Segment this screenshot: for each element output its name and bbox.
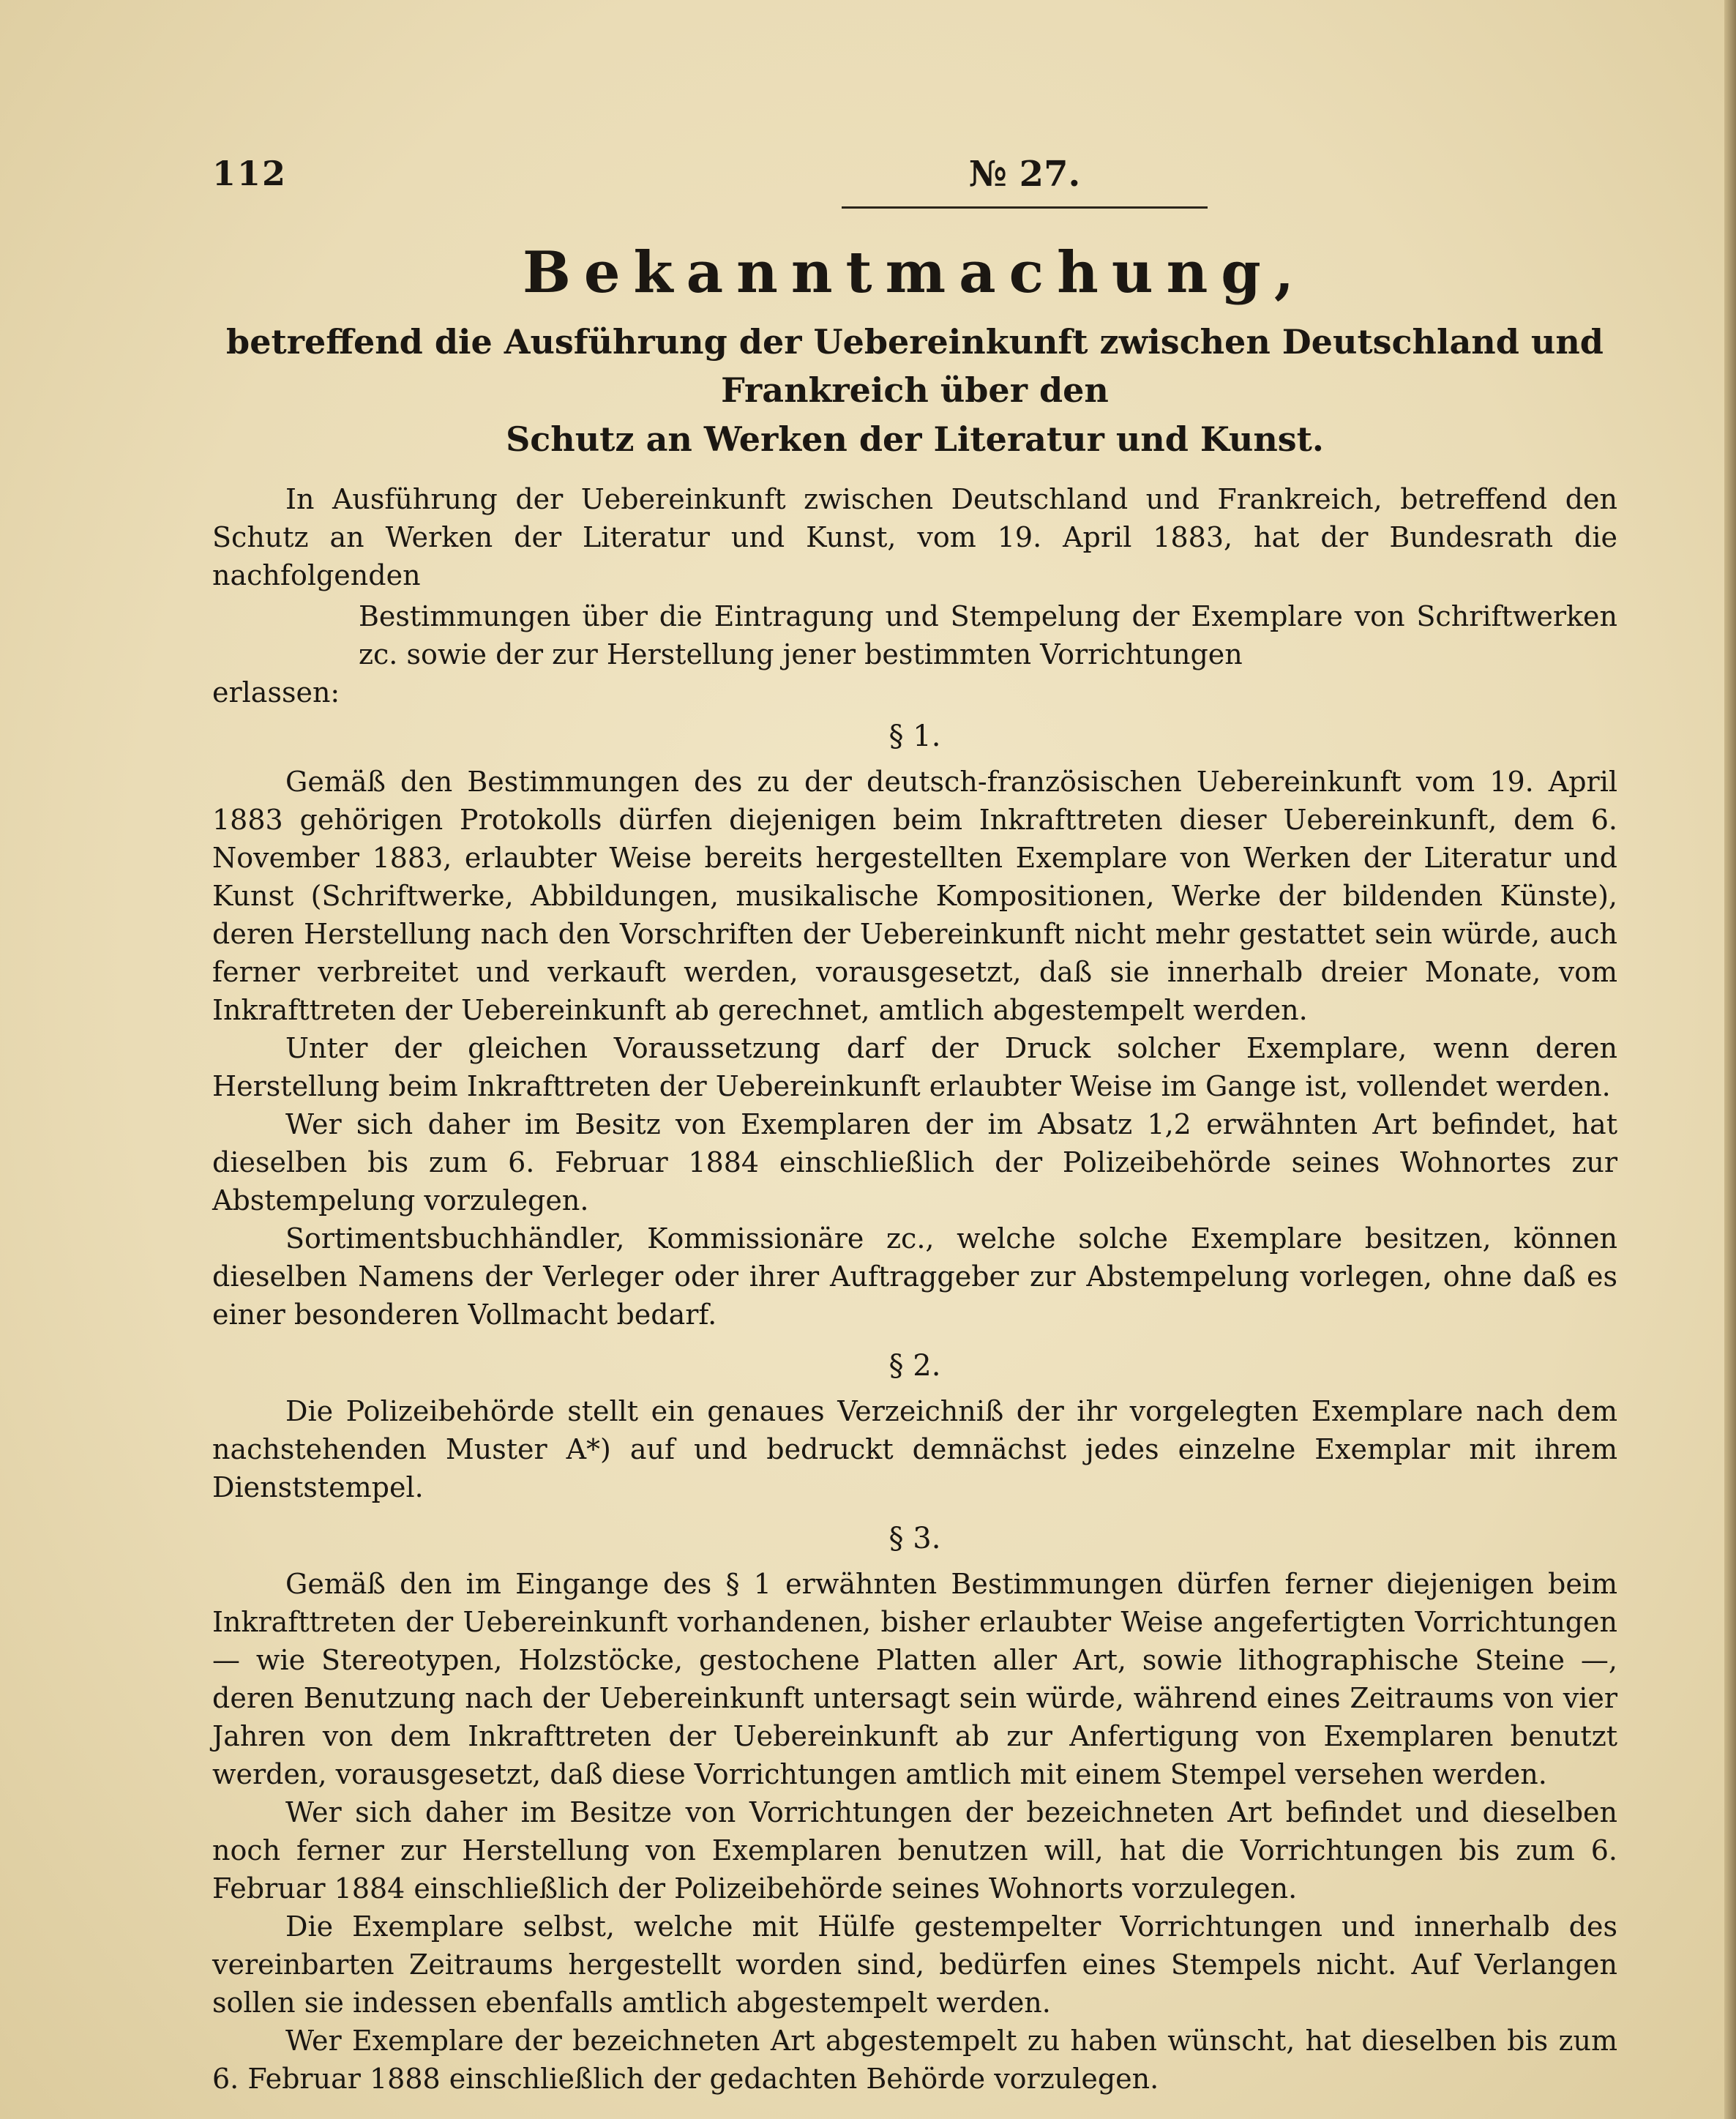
section-1-paragraph-2: Unter der gleichen Voraussetzung darf der Druck solcher Exemplare, wenn deren Herstellung beim Inkrafttreten der Uebereinkunft erlaubter Weise im Gange ist, vollendet werden. <box>212 1031 1617 1102</box>
issue-underline <box>842 206 1208 209</box>
document-title: Bekanntmachung, <box>523 239 1307 306</box>
intro-quote: Bestimmungen über die Eintragung und Stempelung der Exemplare von Schriftwerken zc. sowie der zur Herstellung jener bestimmten Vorrichtungen <box>359 599 1617 670</box>
section-2-heading: § 2. <box>888 1348 941 1383</box>
section-3-paragraph-1: Gemäß den im Eingange des § 1 erwähnten Bestimmungen dürfen ferner diejenigen beim Inkrafttreten der Uebereinkunft vorhandenen, bisher erlaubter Weise angefertigten Vorrichtungen — wie Stereotypen, Holzstöcke, gestochene Platten aller Art, sowie lithographische Steine —, deren Benutzung nach der Uebereinkunft untersagt sein würde, während eines Zeitraums von vier Jahren von dem Inkrafttreten der Uebereinkunft ab zur Anfertigung von Exemplaren benutzt werden, vorausgesetzt, daß diese Vorrichtungen amtlich mit einem Stempel versehen werden. <box>212 1567 1617 1790</box>
section-1-paragraph-4: Sortimentsbuchhändler, Kommissionäre zc., welche solche Exemplare besitzen, können dieselben Namens der Verleger oder ihrer Auftraggeber zur Abstempelung vorlegen, ohne daß es einer besonderen Vollmacht bedarf. <box>212 1222 1617 1331</box>
intro-paragraph: In Ausführung der Uebereinkunft zwischen Deutschland und Frankreich, betreffend den Schutz an Werken der Literatur und Kunst, vom 19. April 1883, hat der Bundesrath die nachfolgenden <box>212 482 1617 591</box>
section-1-heading: § 1. <box>888 719 941 753</box>
section-1-paragraph-3: Wer sich daher im Besitz von Exemplaren der im Absatz 1,2 erwähnten Art befindet, hat dieselben bis zum 6. Februar 1884 einschließlich der Polizeibehörde seines Wohnortes zur Abstempelung vorzulegen. <box>212 1107 1617 1217</box>
page-number: 112 <box>212 154 288 193</box>
section-3-paragraph-4: Wer Exemplare der bezeichneten Art abgestempelt zu haben wünscht, hat dieselben bis zum 6. Februar 1888 einschließlich der gedachten Behörde vorzulegen. <box>212 2024 1617 2095</box>
page-edge-shadow <box>1724 0 1736 2119</box>
section-3-heading: § 3. <box>888 1521 941 1555</box>
subtitle-line-2: Schutz an Werken der Literatur und Kunst. <box>506 419 1324 460</box>
page-content <box>212 154 1617 2098</box>
section-2-paragraph-1: Die Polizeibehörde stellt ein genaues Verzeichniß der ihr vorgelegten Exemplare nach dem nachstehenden Muster A*) auf und bedruckt demnächst jedes einzelne Exemplar mit ihrem Dienststempel. <box>212 1394 1617 1503</box>
issue-number: № 27. <box>968 154 1081 195</box>
page-header <box>212 154 1617 212</box>
section-1-paragraph-1: Gemäß den Bestimmungen des zu der deutsch-französischen Uebereinkunft vom 19. April 1883 gehörigen Protokolls dürfen diejenigen beim Inkrafttreten dieser Uebereinkunft, dem 6. November 1883, erlaubter Weise bereits hergestellten Exemplare von Werken der Literatur und Kunst (Schriftwerke, Abbildungen, musikalische Kompositionen, Werke der bildenden Künste), deren Herstellung nach den Vorschriften der Uebereinkunft nicht mehr gestattet sein würde, auch ferner verbreitet und verkauft werden, vorausgesetzt, daß sie innerhalb dreier Monate, vom Inkrafttreten der Uebereinkunft ab gerechnet, amtlich abgestempelt werden. <box>212 765 1617 1026</box>
intro-enacted: erlassen: <box>212 676 340 709</box>
section-3-paragraph-2: Wer sich daher im Besitze von Vorrichtungen der bezeichneten Art befindet und dieselben noch ferner zur Herstellung von Exemplaren benutzen will, hat die Vorrichtungen bis zum 6. Februar 1884 einschließlich der Polizeibehörde seines Wohnorts vorzulegen. <box>212 1795 1617 1905</box>
section-3-paragraph-3: Die Exemplare selbst, welche mit Hülfe gestempelter Vorrichtungen und innerhalb des vereinbarten Zeitraums hergestellt worden sind, bedürfen eines Stempels nicht. Auf Verlangen sollen sie indessen ebenfalls amtlich abgestempelt werden. <box>212 1910 1617 2019</box>
document-subtitle <box>212 318 1617 464</box>
subtitle-line-1: betreffend die Ausführung der Uebereinkunft zwischen Deutschland und Frankreich über den <box>226 321 1604 411</box>
document-body <box>212 480 1617 2098</box>
